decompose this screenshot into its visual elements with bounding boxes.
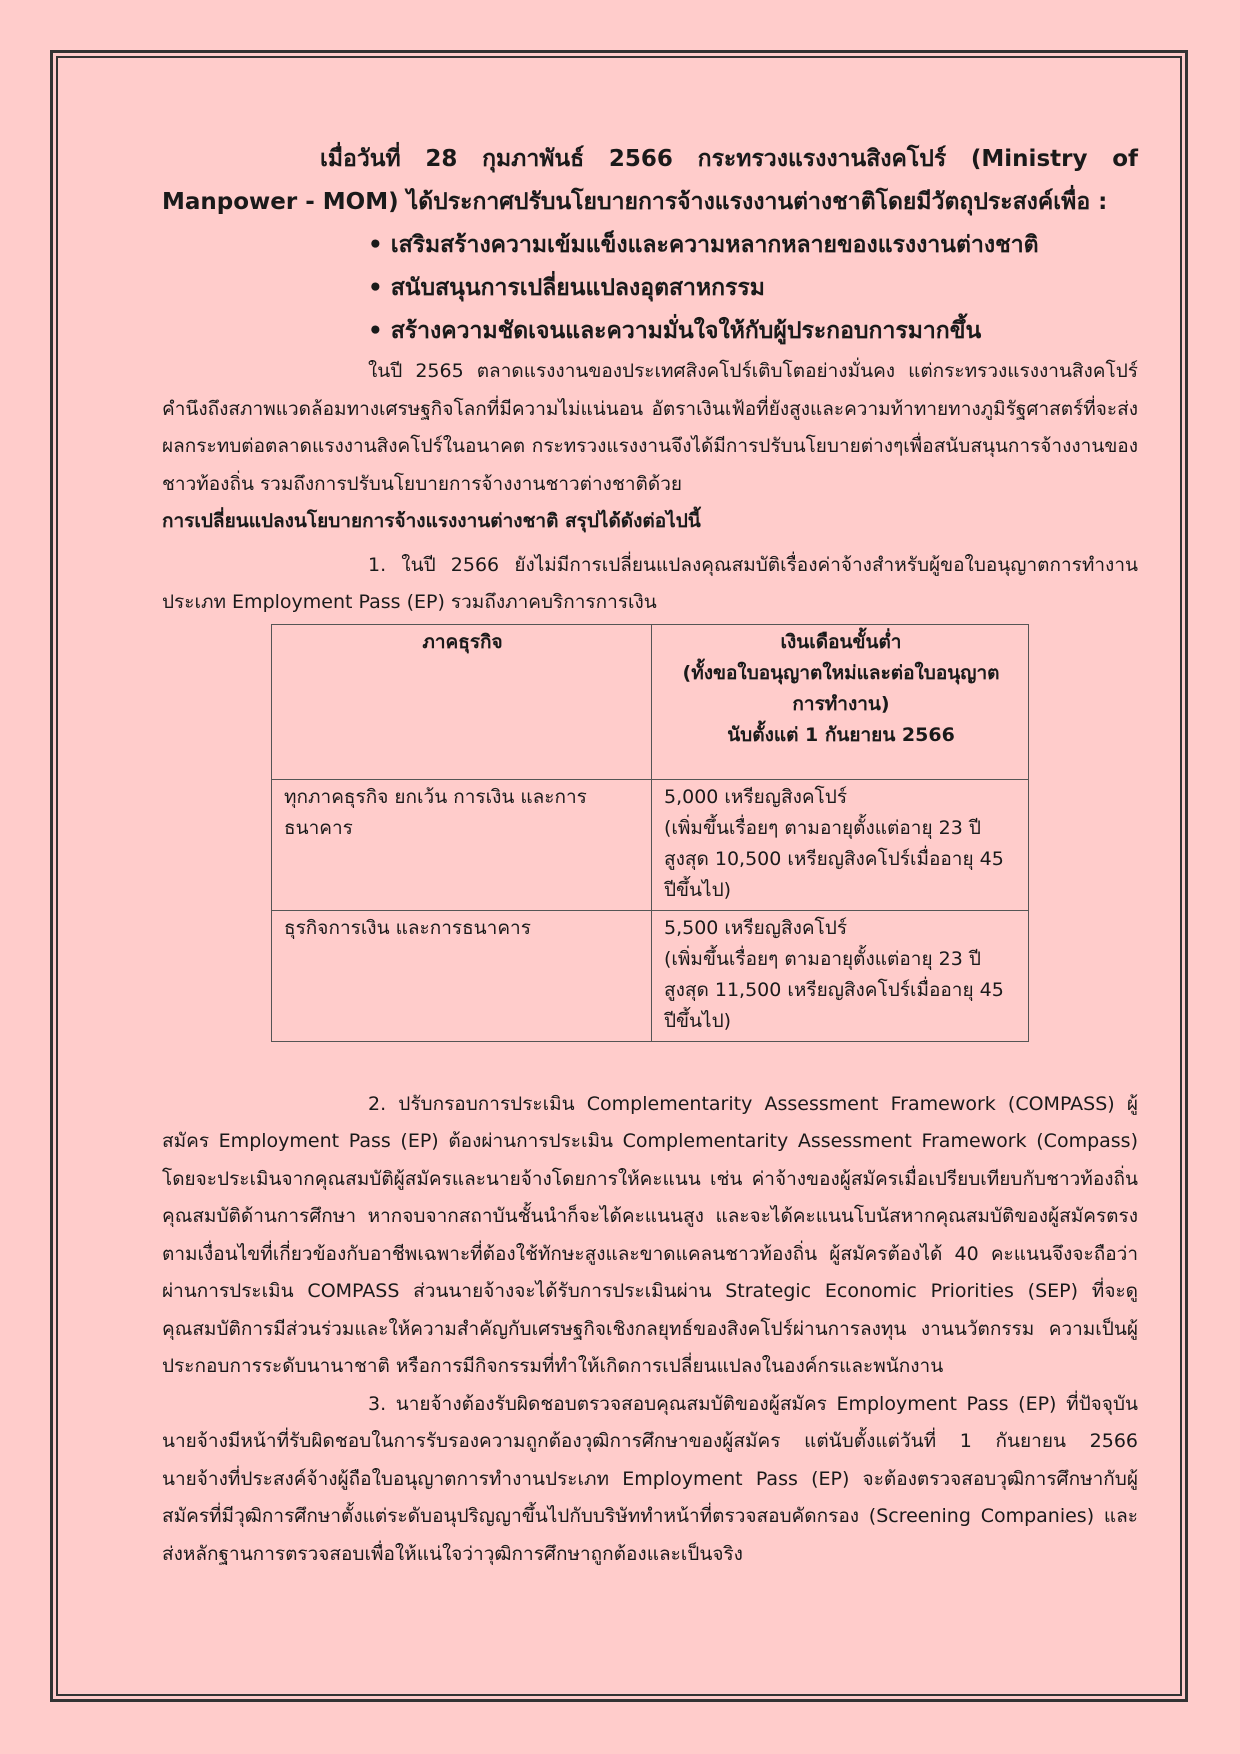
header-salary-line: เงินเดือนขั้นต่ำ	[780, 630, 902, 653]
objective-item: • สร้างความชัดเจนและความมั่นใจให้กับผู้ประกอบการมากขึ้น	[368, 310, 1138, 353]
salary-amount: 5,000 เหรียญสิงคโปร์	[664, 785, 848, 808]
intro-paragraph: ในปี 2565 ตลาดแรงงานของประเทศสิงคโปร์เติบโตอย่างมั่นคง แต่กระทรวงแรงงานสิงคโปร์คำนึงถึงสภาพแวดล้อมทางเศรษฐกิจโลกที่มีความไม่แน่นอน อัตราเงินเฟ้อที่ยังสูงและความท้าทายทางภูมิรัฐศาสตร์ที่จะส่งผลกระทบต่อตลาดแรงงานสิงคโปร์ในอนาคต กระทรวงแรงงานจึงได้มีการปรับนโยบายต่างๆเพื่อสนับสนุนการจ้างงานของชาวท้องถิ่น รวมถึงการปรับนโยบายการจ้างงานชาวต่างชาติด้วย	[162, 360, 1138, 495]
sector-cell: ธุรกิจการเงิน และการธนาคาร	[272, 910, 652, 1041]
objectives-list	[162, 224, 1138, 353]
intro-heading: เมื่อวันที่ 28 กุมภาพันธ์ 2566 กระทรวงแรงงานสิงคโปร์ (Ministry of Manpower - MOM) ได้ประกาศปรับนโยบายการจ้างแรงงานต่างชาติโดยมีวัตถุประสงค์เพื่อ :	[162, 146, 1138, 215]
salary-note: (เพิ่มขึ้นเรื่อยๆ ตามอายุตั้งแต่อายุ 23 ปี สูงสุด 11,500 เหรียญสิงคโปร์เมื่ออายุ 45 ปีขึ้นไป)	[664, 947, 1004, 1032]
salary-note: (เพิ่มขึ้นเรื่อยๆ ตามอายุตั้งแต่อายุ 23 ปี สูงสุด 10,500 เหรียญสิงคโปร์เมื่ออายุ 45 ปีขึ้นไป)	[664, 816, 1004, 901]
header-sector: ภาคธุรกิจ	[272, 624, 652, 779]
salary-cell	[652, 910, 1029, 1041]
objective-item: • สนับสนุนการเปลี่ยนแปลงอุตสาหกรรม	[368, 267, 1138, 310]
salary-cell	[652, 779, 1029, 910]
header-salary-line: (ทั้งขอใบอนุญาตใหม่และต่อใบอนุญาต	[682, 661, 1000, 684]
table-row	[272, 779, 1029, 910]
header-salary-line: นับตั้งแต่ 1 กันยายน 2566	[727, 723, 955, 746]
item-3-text: 3. นายจ้างต้องรับผิดชอบตรวจสอบคุณสมบัติของผู้สมัคร Employment Pass (EP) ที่ปัจจุบันนายจ้างมีหน้าที่รับผิดชอบในการรับรองความถูกต้องวุฒิการศึกษาของผู้สมัคร แต่นับตั้งแต่วันที่ 1 กันยายน 2566 นายจ้างที่ประสงค์จ้างผู้ถือใบอนุญาตการทำงานประเภท Employment Pass (EP) จะต้องตรวจสอบวุฒิการศึกษากับผู้สมัครที่มีวุฒิการศึกษาตั้งแต่ระดับอนุปริญญาขึ้นไปกับบริษัททำหน้าที่ตรวจสอบคัดกรอง (Screening Companies) และส่งหลักฐานการตรวจสอบเพื่อให้แน่ใจว่าวุฒิการศึกษาถูกต้องและเป็นจริง	[162, 1392, 1138, 1565]
table-row	[272, 910, 1029, 1041]
document-body	[162, 138, 1138, 1573]
header-salary-line: การทำงาน)	[792, 692, 890, 715]
header-salary	[652, 624, 1029, 779]
salary-amount: 5,500 เหรียญสิงคโปร์	[664, 916, 848, 939]
objective-item: • เสริมสร้างความเข้มแข็งและความหลากหลายของแรงงานต่างชาติ	[368, 224, 1138, 267]
sector-cell: ทุกภาคธุรกิจ ยกเว้น การเงิน และการธนาคาร	[272, 779, 652, 910]
item-2-text: 2. ปรับกรอบการประเมิน Complementarity Assessment Framework (COMPASS) ผู้สมัคร Employment Pass (EP) ต้องผ่านการประเมิน Complementarity Assessment Framework (Compass) โดยจะประเมินจากคุณสมบัติผู้สมัครและนายจ้างโดยการให้คะแนน เช่น ค่าจ้างของผู้สมัครเมื่อเปรียบเทียบกับชาวท้องถิ่น คุณสมบัติด้านการศึกษา หากจบจากสถาบันชั้นนำก็จะได้คะแนนสูง และจะได้คะแนนโบนัสหากคุณสมบัติของผู้สมัครตรงตามเงื่อนไขที่เกี่ยวข้องกับอาชีพเฉพาะที่ต้องใช้ทักษะสูงและขาดแคลนชาวท้องถิ่น ผู้สมัครต้องได้ 40 คะแนนจึงจะถือว่าผ่านการประเมิน COMPASS ส่วนนายจ้างจะได้รับการประเมินผ่าน Strategic Economic Priorities (SEP) ที่จะดูคุณสมบัติการมีส่วนร่วมและให้ความสำคัญกับเศรษฐกิจเชิงกลยุทธ์ของสิงคโปร์ผ่านการลงทุน งานนวัตกรรม ความเป็นผู้ประกอบการระดับนานาชาติ หรือการมีกิจกรรมที่ทำให้เกิดการเปลี่ยนแปลงในองค์กรและพนักงาน	[162, 1092, 1138, 1377]
table-header-row	[272, 624, 1029, 779]
summary-heading: การเปลี่ยนแปลงนโยบายการจ้างแรงงานต่างชาติ สรุปได้ดังต่อไปนี้	[162, 510, 701, 532]
salary-table	[271, 624, 1029, 1042]
item-1-text: 1. ในปี 2566 ยังไม่มีการเปลี่ยนแปลงคุณสมบัติเรื่องค่าจ้างสำหรับผู้ขอใบอนุญาตการทำงานประเภท Employment Pass (EP) รวมถึงภาคบริการการเงิน	[162, 553, 1138, 613]
